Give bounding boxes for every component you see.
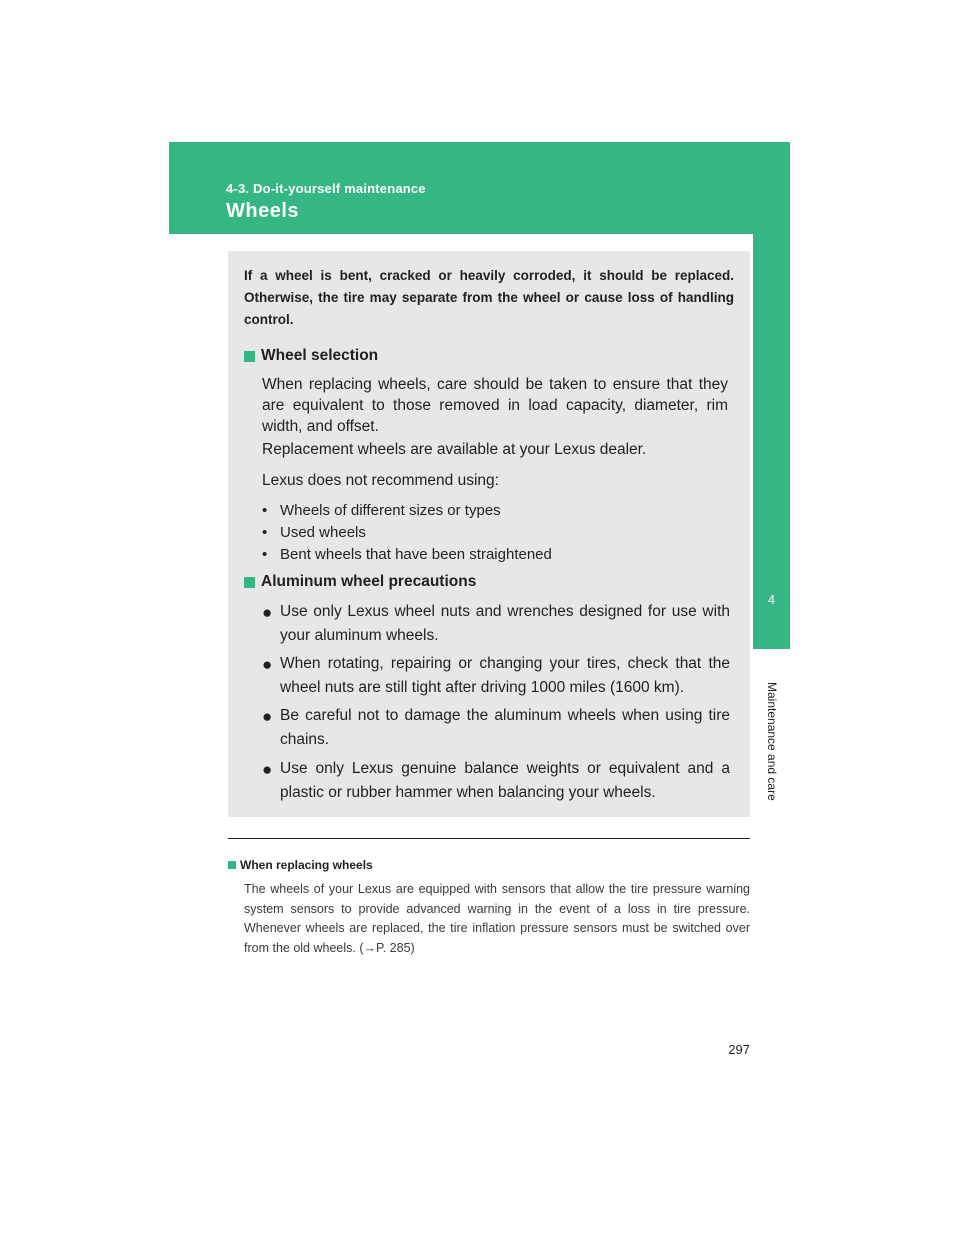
bullet-icon: • — [262, 546, 268, 563]
list-item: • Used wheels — [262, 522, 552, 544]
wheel-selection-paragraph: When replacing wheels, care should be taken to ensure that they are equivalent to those removed in load capacity, diameter, rim width, and offset. — [262, 376, 728, 435]
precaution-item: ● Be careful not to damage the aluminum wheels when using tire chains. — [262, 706, 730, 752]
square-bullet-icon — [244, 577, 255, 588]
bullet-icon: • — [262, 524, 268, 541]
wheel-selection-heading-text: Wheel selection — [261, 347, 379, 364]
precaution-item: ● Use only Lexus genuine balance weights or equivalent and a plastic or rubber hammer when balancing your wheels. — [262, 759, 730, 805]
chapter-name — [762, 682, 782, 722]
list-item: • Bent wheels that have been straightened — [262, 544, 552, 566]
divider — [228, 838, 750, 839]
page-title: Wheels — [226, 200, 300, 222]
aluminum-heading — [244, 573, 476, 591]
wheel-selection-heading — [244, 347, 378, 365]
note-heading — [228, 858, 373, 872]
note-text: The wheels of your Lexus are equipped with sensors that allow the tire pressure warning system sensors to provide advanced warning in the event of a loss in tire pressure. Whenever wheels are replaced, the tire inflation pressure sensors must be switched over from the old wheels. (→P. 285) — [244, 882, 750, 955]
page-number: 297 — [728, 1042, 750, 1057]
square-bullet-icon — [244, 351, 255, 362]
precaution-item: ● Use only Lexus wheel nuts and wrenches designed for use with your aluminum wheels. — [262, 602, 730, 648]
circle-bullet-icon: ● — [262, 655, 273, 674]
intro-text: If a wheel is bent, cracked or heavily corroded, it should be replaced. Otherwise, the tire may separate from the wheel or cause loss of handling control. — [244, 268, 734, 327]
list-item: • Wheels of different sizes or types — [262, 500, 552, 522]
bullet-icon: • — [262, 502, 268, 519]
circle-bullet-icon: ● — [262, 603, 273, 622]
not-recommend-paragraph: Lexus does not recommend using: — [262, 472, 499, 489]
chapter-number: 4 — [767, 592, 776, 607]
circle-bullet-icon: ● — [262, 760, 273, 779]
not-recommended-list — [262, 500, 552, 566]
wheel-dealer-paragraph: Replacement wheels are available at your Lexus dealer. — [262, 441, 647, 458]
section-label: 4-3. Do-it-yourself maintenance — [226, 181, 426, 196]
square-bullet-icon — [228, 861, 236, 869]
precaution-item: ● When rotating, repairing or changing your tires, check that the wheel nuts are still tight after driving 1000 miles (1600 km). — [262, 654, 730, 700]
circle-bullet-icon: ● — [262, 707, 273, 726]
chapter-tab — [753, 574, 790, 649]
note-heading-text: When replacing wheels — [240, 858, 373, 872]
aluminum-heading-text: Aluminum wheel precautions — [261, 573, 477, 590]
